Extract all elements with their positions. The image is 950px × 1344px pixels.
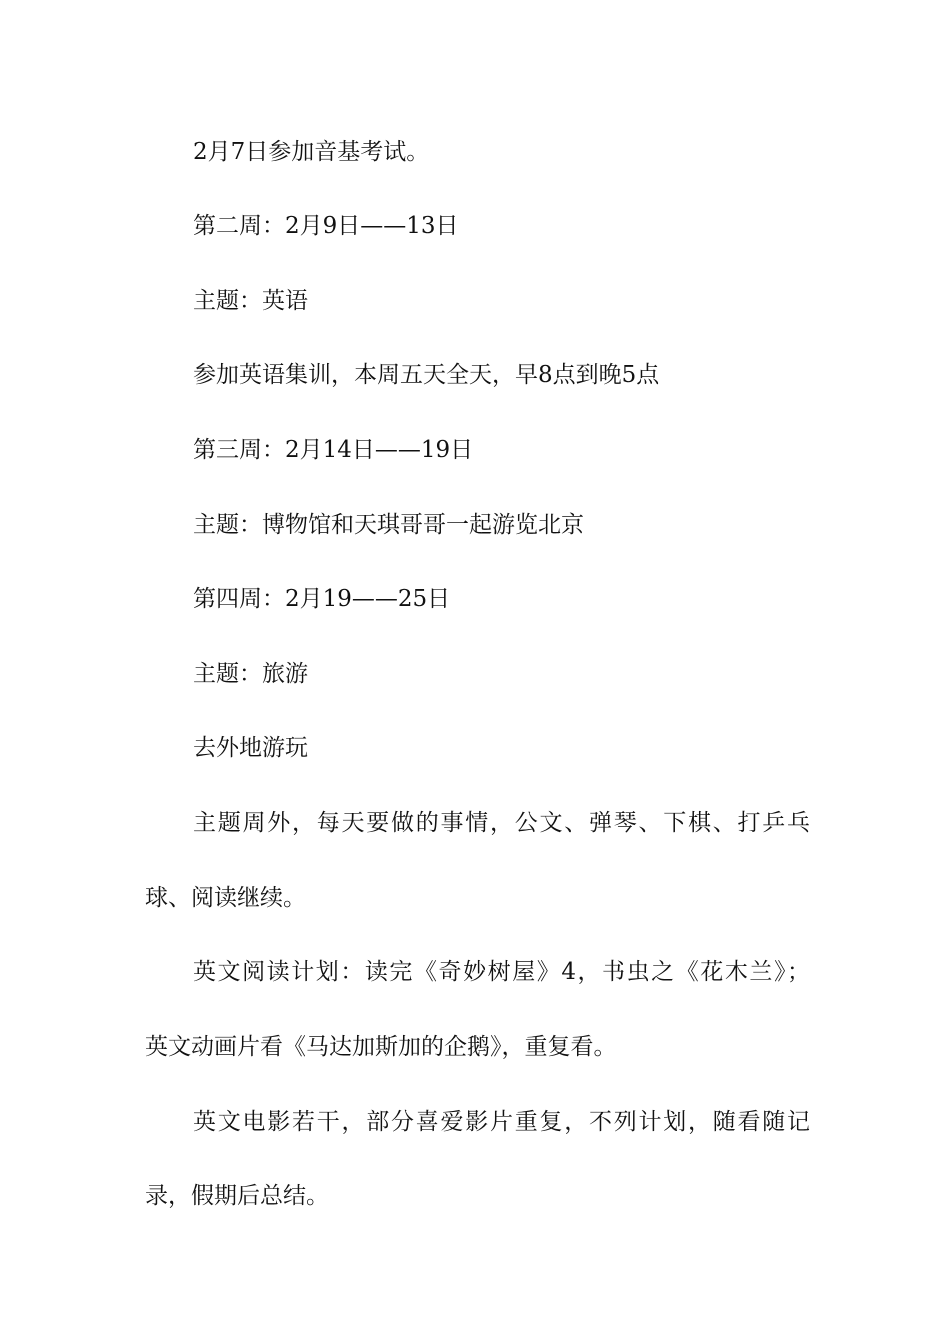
paragraph-week-two: 第二周：2月9日——13日 xyxy=(193,213,459,239)
paragraph-reading-plan-line-1: 英文阅读计划：读完《奇妙树屋》4，书虫之《花木兰》； xyxy=(193,959,810,985)
paragraph-week-three: 第三周：2月14日——19日 xyxy=(193,437,474,463)
paragraph-topic-english: 主题：英语 xyxy=(193,288,308,314)
paragraph-english-training: 参加英语集训，本周五天全天，早8点到晚5点 xyxy=(193,362,660,388)
paragraph-daily-tasks-line-1: 主题周外，每天要做的事情，公文、弹琴、下棋、打乒乓 xyxy=(193,810,810,836)
paragraph-daily-tasks-line-2: 球、阅读继续。 xyxy=(145,885,306,911)
paragraph-travel-out: 去外地游玩 xyxy=(193,735,308,761)
paragraph-movies-line-1: 英文电影若干，部分喜爱影片重复，不列计划，随看随记 xyxy=(193,1109,810,1135)
paragraph-movies-line-2: 录，假期后总结。 xyxy=(145,1183,329,1209)
paragraph-topic-museum: 主题：博物馆和天琪哥哥一起游览北京 xyxy=(193,512,584,538)
paragraph-exam-date: 2月7日参加音基考试。 xyxy=(193,139,430,165)
paragraph-reading-plan-line-2: 英文动画片看《马达加斯加的企鹅》，重复看。 xyxy=(145,1034,617,1060)
paragraph-week-four: 第四周：2月19——25日 xyxy=(193,586,451,612)
paragraph-topic-travel: 主题：旅游 xyxy=(193,661,308,687)
